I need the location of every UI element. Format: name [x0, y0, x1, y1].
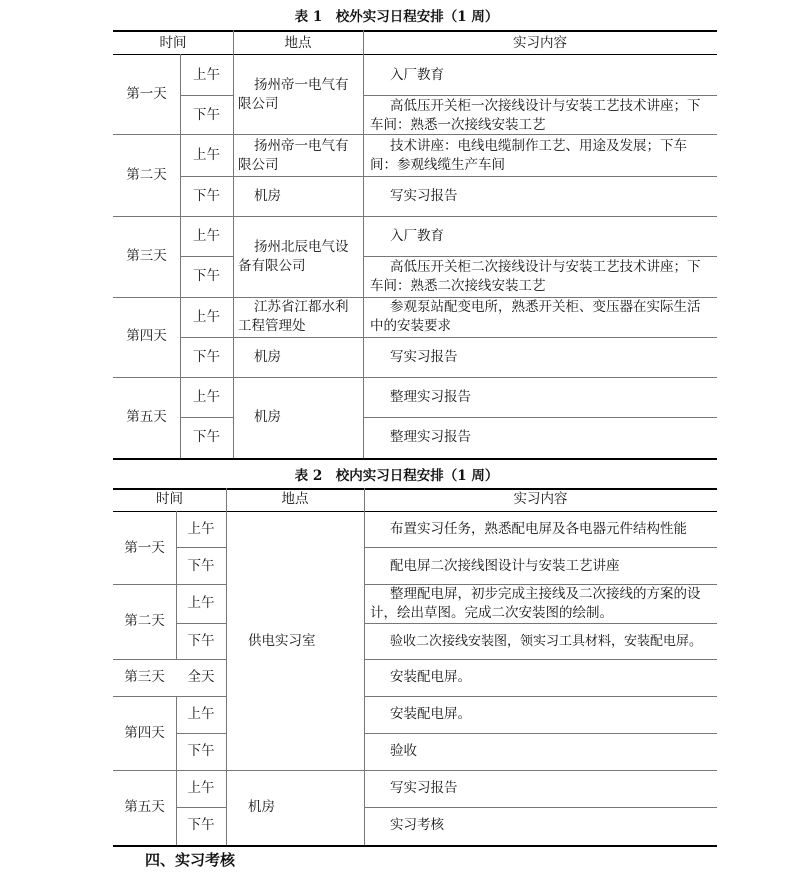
- table1-content-day3-pm: 高低压开关柜二次接线设计与安装工艺技术讲座；下车间：熟悉二次接线安装工艺: [370, 259, 701, 294]
- table1-place-day3: 扬州北辰电气设备有限公司: [238, 239, 349, 274]
- table1-content-day2-pm: 写实习报告: [390, 188, 458, 204]
- table2-period-am: 上午: [187, 780, 215, 796]
- table1-caption: 表 1 校外实习日程安排（1 周）: [294, 9, 499, 25]
- table2-place-computer-room: 机房: [248, 799, 275, 815]
- table1-content-day1-pm: 高低压开关柜一次接线设计与安装工艺技术讲座；下车间：熟悉一次接线安装工艺: [370, 98, 701, 133]
- table2-day-3: 第三天: [124, 669, 165, 685]
- table2-header-time: 时间: [156, 491, 183, 507]
- table2-period-pm: 下午: [187, 558, 215, 574]
- table1-content-day1-am: 入厂教育: [390, 67, 444, 83]
- table2-content-day2-am: 整理配电屏，初步完成主接线及二次接线的方案的设计，绘出草图。完成二次安装图的绘制。: [370, 586, 701, 621]
- table2-content-day3: 安装配电屏。: [390, 669, 471, 685]
- table1-content-day5-pm: 整理实习报告: [390, 429, 471, 445]
- table1-header-place: 地点: [284, 35, 312, 51]
- table2-period-pm: 下午: [187, 633, 215, 649]
- table2-day-4: 第四天: [124, 725, 165, 741]
- table2-content-day4-am: 安装配电屏。: [390, 706, 471, 722]
- table2-period-full: 全天: [187, 669, 215, 685]
- table2-day-2: 第二天: [124, 613, 165, 629]
- table2-period-am: 上午: [187, 706, 215, 722]
- table1-day-4: 第四天: [126, 328, 167, 344]
- table1-period-pm: 下午: [193, 107, 220, 123]
- table2-period-am: 上午: [187, 521, 215, 537]
- table1-place-day2-pm: 机房: [254, 188, 281, 204]
- table2-day-5: 第五天: [124, 799, 165, 815]
- table2-content-day5-am: 写实习报告: [390, 780, 458, 796]
- table1-day-2: 第二天: [126, 167, 167, 183]
- table1-place-day4-pm: 机房: [254, 349, 281, 365]
- table2-day-1: 第一天: [124, 540, 165, 556]
- table2-header-content: 实习内容: [513, 491, 568, 507]
- table1-day-3: 第三天: [126, 248, 167, 264]
- table2-content-day1-pm: 配电屏二次接线图设计与安装工艺讲座: [390, 558, 620, 574]
- table1-content-day2-am: 技术讲座：电线电缆制作工艺、用途及发展；下车间：参观线缆生产车间: [370, 138, 687, 173]
- section-heading: 四、实习考核: [145, 851, 236, 869]
- table2-content-day5-pm: 实习考核: [390, 817, 444, 833]
- table1-period-am: 上午: [193, 309, 220, 325]
- table1-day-1: 第一天: [126, 86, 167, 102]
- table1-header-content: 实习内容: [513, 35, 567, 51]
- table1-period-am: 上午: [193, 147, 220, 163]
- table2-period-pm: 下午: [187, 743, 215, 759]
- table1-header-time: 时间: [159, 35, 187, 51]
- table1-place-day1: 扬州帝一电气有限公司: [238, 77, 349, 112]
- table2-caption: 表 2 校内实习日程安排（1 周）: [294, 468, 499, 484]
- table1-period-am: 上午: [193, 228, 220, 244]
- table1-day-5: 第五天: [126, 409, 167, 425]
- table2-period-pm: 下午: [187, 817, 215, 833]
- table1-place-day4-am: 江苏省江都水利工程管理处: [238, 299, 349, 334]
- table1-place-day5: 机房: [254, 409, 281, 425]
- table1-period-am: 上午: [193, 67, 220, 83]
- table2-place-lab: 供电实习室: [248, 633, 316, 649]
- table2-period-am: 上午: [187, 595, 215, 611]
- table2-content-day2-pm: 验收二次接线安装图，领实习工具材料，安装配电屏。: [390, 634, 703, 649]
- table1-content-day3-am: 入厂教育: [390, 228, 444, 244]
- table2-content-day4-pm: 验收: [390, 743, 417, 759]
- table1-period-pm: 下午: [193, 268, 220, 284]
- table2-content-day1-am: 布置实习任务，熟悉配电屏及各电器元件结构性能: [390, 521, 687, 537]
- table1-content-day4-am: 参观泵站配变电所，熟悉开关柜、变压器在实际生活中的安装要求: [370, 299, 701, 334]
- table1-content-day5-am: 整理实习报告: [390, 389, 471, 405]
- table1-place-day2-am: 扬州帝一电气有限公司: [238, 138, 349, 173]
- table1-content-day4-pm: 写实习报告: [390, 349, 458, 365]
- table1-period-pm: 下午: [193, 188, 220, 204]
- table1-period-pm: 下午: [193, 349, 220, 365]
- table2-header-place: 地点: [281, 491, 309, 507]
- table1-period-am: 上午: [193, 389, 220, 405]
- table1-period-pm: 下午: [193, 429, 220, 445]
